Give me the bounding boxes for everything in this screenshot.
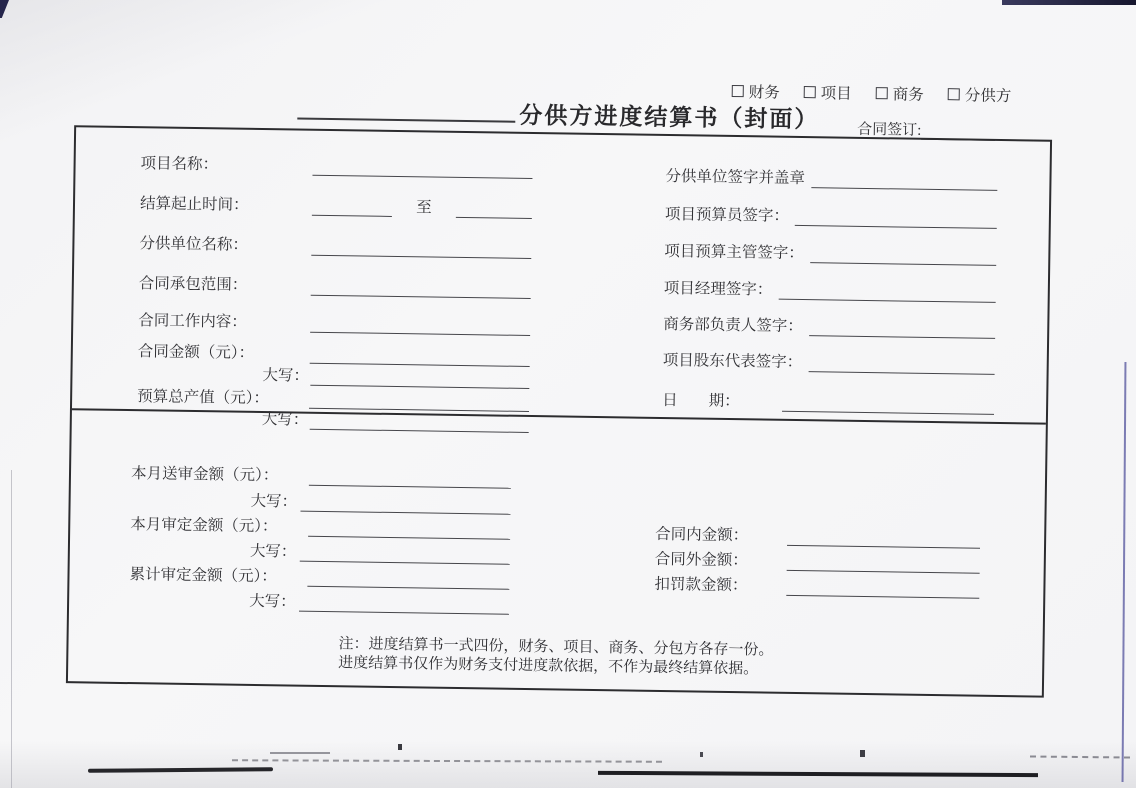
field-label: 合同内金额： [655,525,749,545]
fill-line [300,542,510,565]
scan-crease-left [11,470,12,788]
field-label: 累计审定金额（元）： [129,566,277,586]
field-submitted-amount-words [250,489,510,515]
scan-artifact-corner [0,0,9,18]
footnote-line1: 注：进度结算书一式四份，财务、项目、商务、分包方各存一份。 [338,636,774,659]
form-title: 分供方进度结算书（封面） [519,102,820,133]
form-box [66,125,1052,697]
field-out-contract-amount [655,547,980,574]
checkbox-icon [948,88,960,100]
field-label: 日 期： [662,391,740,411]
copy-checkbox-commerce [876,82,924,105]
fill-line [299,592,509,615]
scan-artifact-smudge [232,759,662,763]
title-prefix-blank [297,118,515,123]
fill-line [310,366,529,389]
field-approved-amount-words [250,539,510,565]
field-label: 分供单位名称： [139,235,249,254]
fill-line [312,196,392,217]
field-label: 结算起止时间： [139,195,249,214]
footnote-line2: 进度结算书仅作为财务支付进度款依据，不作为最终结算依据。 [338,655,759,678]
fill-line [300,492,510,515]
scan-crease-right-blue [1122,362,1127,782]
copy-checkbox-label: 商务 [892,86,924,104]
field-label: 合同外金额： [654,550,748,570]
field-contract-scope [139,271,531,299]
field-label: 项目预算员签字： [664,205,790,225]
field-label: 大写： [249,592,296,611]
field-cumulative-amount-words [249,589,509,615]
fill-line [778,280,996,303]
field-label: 本月送审金额（元）： [130,465,279,485]
field-label: 大写： [261,411,309,429]
field-label: 合同承包范围： [138,275,248,294]
fill-line [786,576,979,599]
scan-artifact-smudge [1030,755,1130,758]
field-label: 大写： [250,492,298,511]
field-in-contract-amount [655,522,980,549]
scan-artifact-top-strip [1002,0,1136,5]
copy-checkbox-label: 分供方 [964,87,1012,106]
scan-artifact-speck [398,744,402,750]
field-label: 分供单位签字并盖章 [665,167,806,188]
field-label: 大写： [262,367,310,385]
field-shareholder-rep-sign [663,348,995,375]
field-project-name [140,151,532,179]
fill-line [309,466,511,489]
field-penalty-amount [654,572,979,599]
field-cumulative-amount [129,562,509,590]
field-label: 合同金额（元）： [137,343,255,362]
fill-line [782,392,995,415]
scan-artifact-smudge [270,752,330,754]
field-commerce-head-sign [663,312,995,339]
scan-artifact-speck [700,752,703,757]
fill-line [810,243,997,266]
field-label: 本月审定金额（元）： [130,516,278,536]
copy-checkbox-label: 财务 [748,84,780,102]
checkbox-icon [876,87,888,99]
fill-line [310,313,530,336]
scan-artifact-speck [860,750,865,757]
field-label: 项目经理签字： [663,279,773,299]
field-label: 合同工作内容： [138,312,247,331]
fill-line [456,198,532,219]
field-label: 预算总产值（元）： [137,388,270,408]
fill-line [811,168,998,191]
fill-line [311,276,531,299]
field-settlement-period [140,191,532,219]
field-project-manager-sign [664,276,996,303]
checkbox-icon [732,85,744,97]
field-label: 项目股东代表签字： [662,351,803,372]
field-contract-work [138,308,530,336]
fill-line [808,352,995,375]
fill-line [308,517,510,540]
fill-line [795,206,997,229]
fill-line [312,156,532,179]
field-submitted-amount [131,461,511,489]
scan-artifact-smudge [88,767,273,773]
copy-checkbox-supplier [948,83,1012,106]
field-contract-amount [138,339,530,367]
field-approved-amount [130,512,510,540]
field-label: 扣罚款金额： [654,575,748,595]
fill-line [310,410,529,433]
checkbox-icon [804,86,816,98]
footnote [338,635,774,679]
field-label: 项目名称： [140,155,219,174]
field-supplier-name [139,231,531,259]
field-supplier-sign [665,164,997,191]
fill-line [809,316,996,339]
field-date [662,388,994,415]
form-sheet [50,70,1072,750]
contract-signed-label: 合同签订: [857,121,922,139]
fill-line [307,567,509,590]
field-budget-officer-sign [665,202,997,229]
period-to-label: 至 [416,199,432,217]
field-label: 大写： [249,542,297,561]
field-label: 项目预算主管签字： [664,242,805,263]
field-budget-supervisor-sign [664,239,996,266]
fill-line [311,236,531,259]
field-label: 商务部负责人签字： [663,315,803,336]
fill-line [787,526,980,549]
fill-line [787,551,980,574]
field-contract-amount-words [262,363,529,389]
copy-checkbox-label: 项目 [820,85,852,103]
field-budget-total-words [262,407,529,433]
scan-artifact-smudge [598,771,1038,777]
